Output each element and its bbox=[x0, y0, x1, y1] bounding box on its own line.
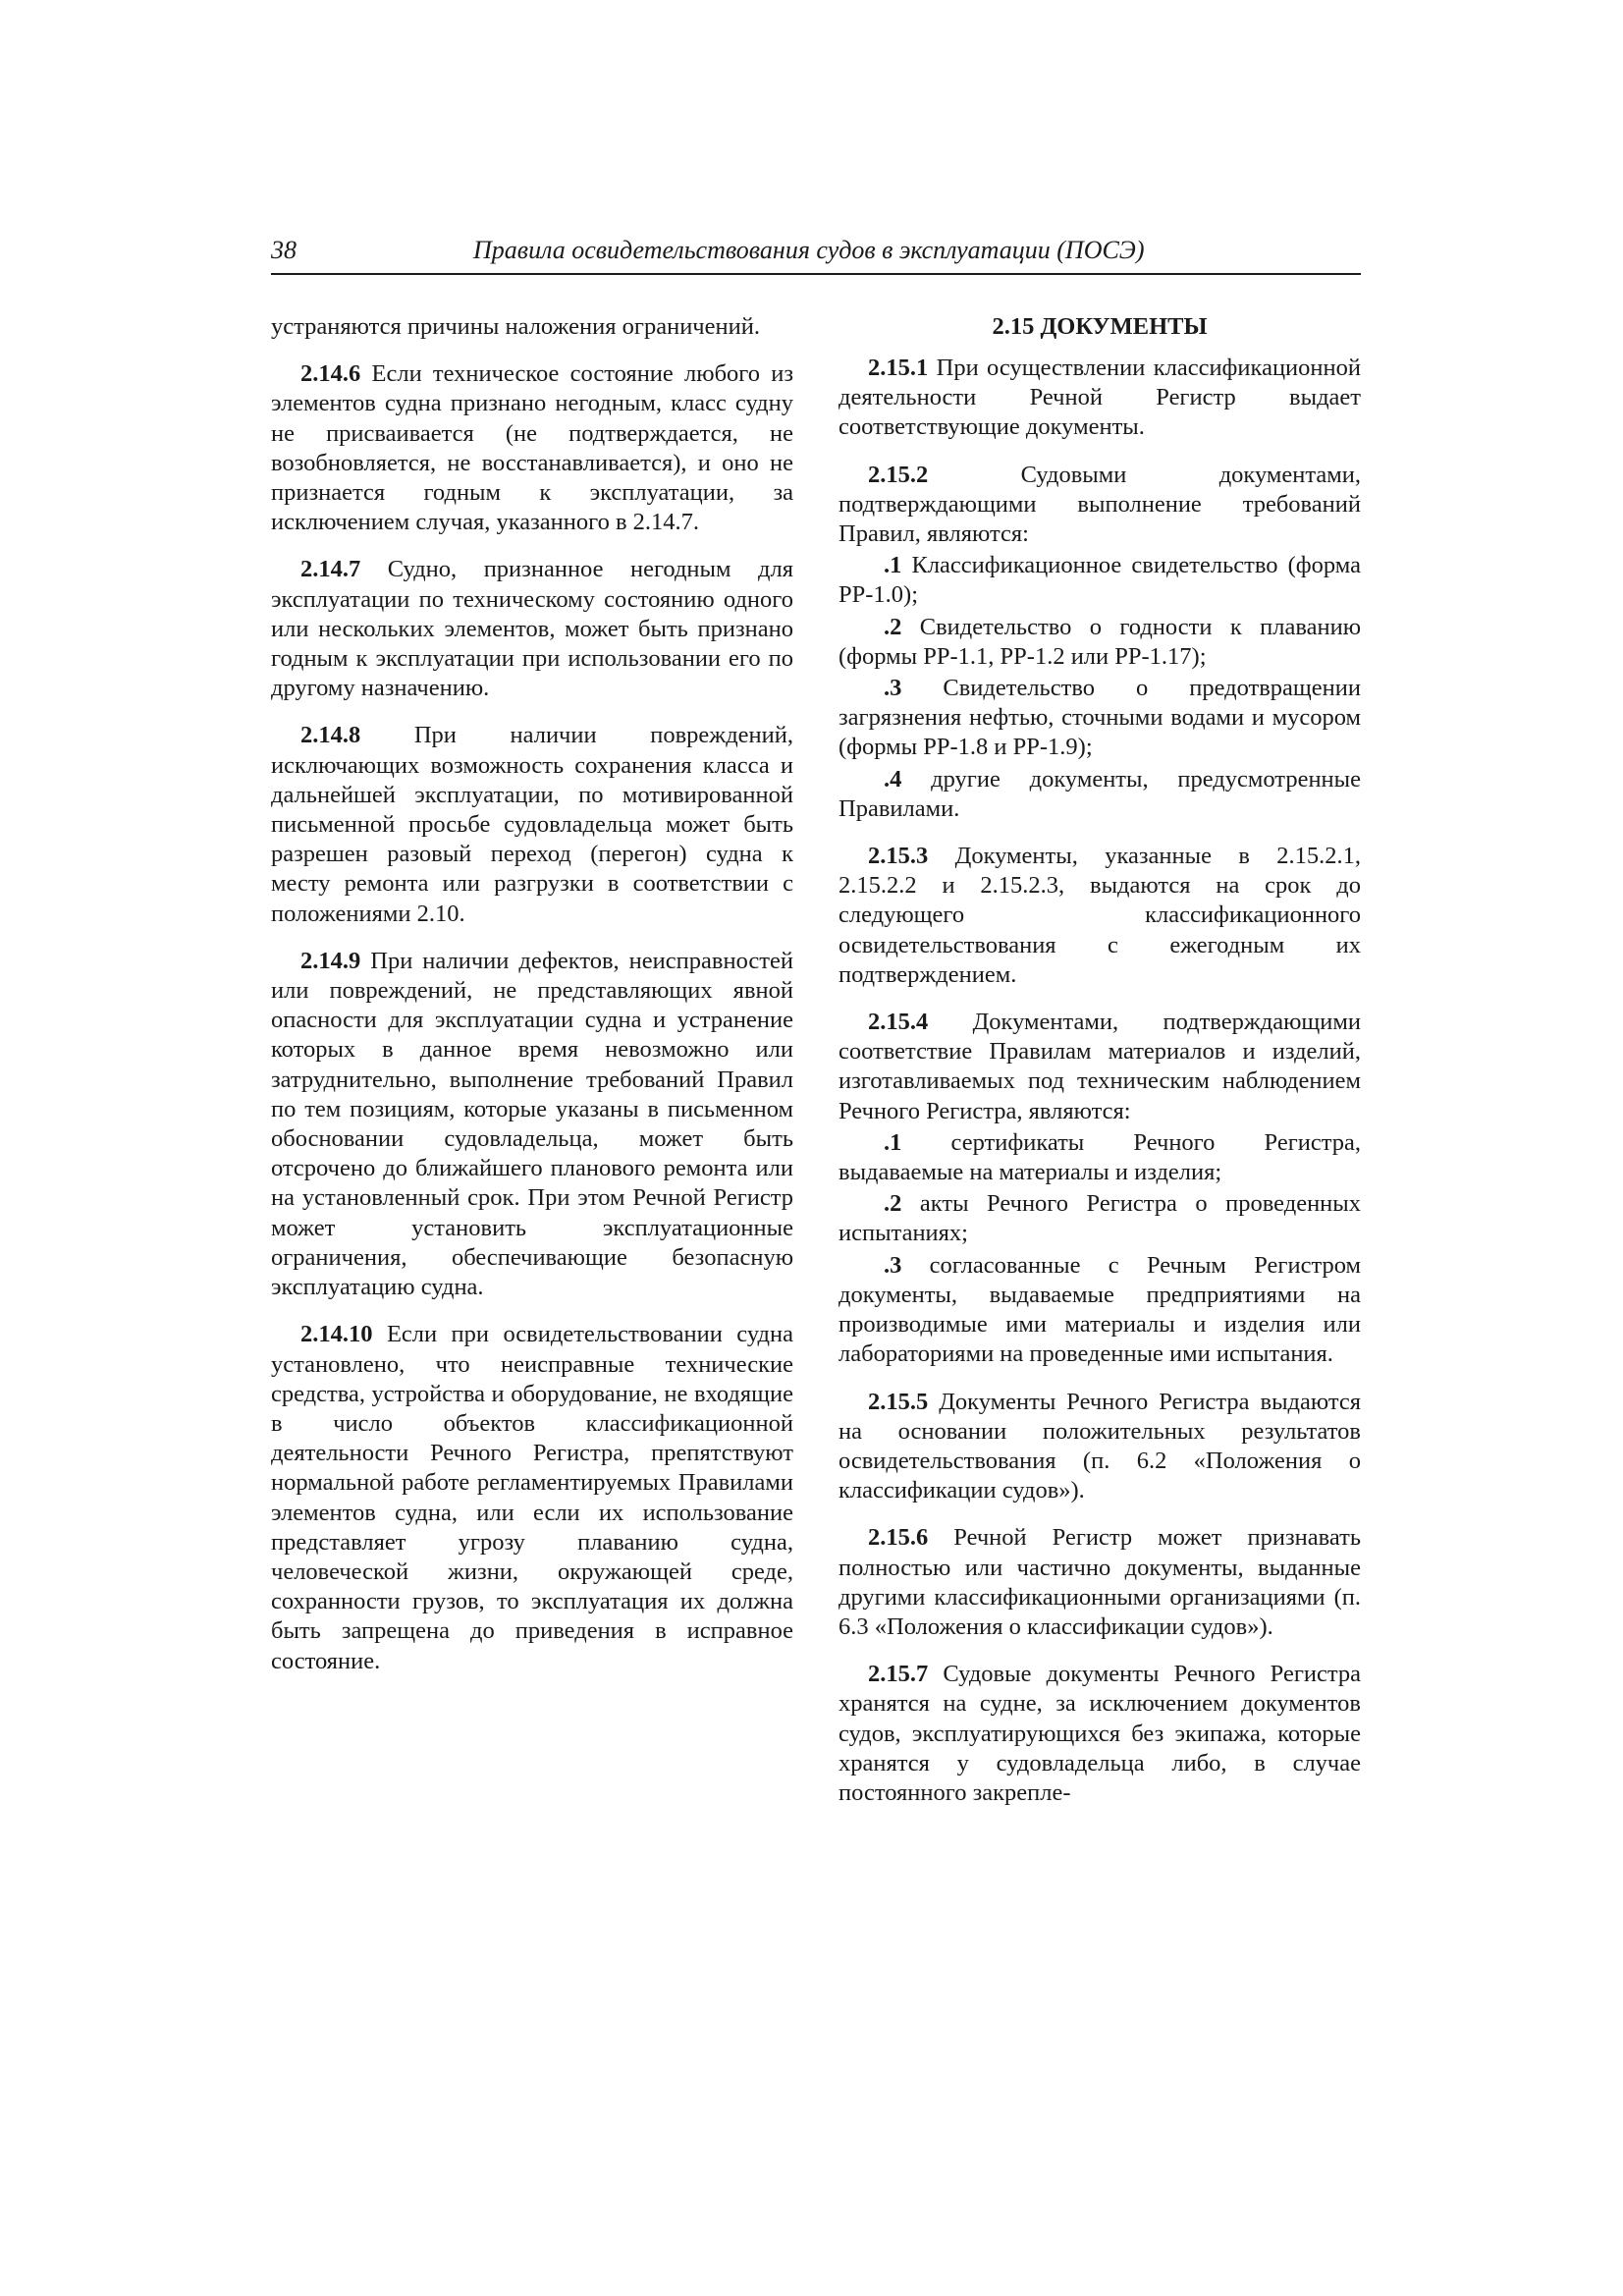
list-item: .4 другие документы, предусмотренные Правилами. bbox=[839, 765, 1361, 822]
paragraph-number: 2.14.7 bbox=[300, 556, 361, 583]
left-column bbox=[271, 312, 793, 1676]
paragraph-text: При осуществлении классификационной деятельности Речной Регистр выдает соответствующие документы. bbox=[839, 355, 1362, 441]
paragraph-text: При наличии дефектов, неисправностей или повреждений, не представляющих явной опасности для эксплуатации судна и устранение которых в данное время невозможно или затруднительно, выполнение требований Правил по тем позициям, которые указаны в письменном обосновании судовладельца, может быть отсрочено до ближайшего планового ремонта или на установленный срок. При этом Речной Регистр может установить эксплуатационные ограничения, обеспечивающие безопасную эксплуатацию судна. bbox=[271, 947, 793, 1301]
paragraph-text: Документами, подтверждающими соответствие Правилам материалов и изделий, изготавливаемых под техническим наблюдением Речного Регистра, являются: bbox=[839, 1009, 1361, 1124]
list-item: .2 Свидетельство о годности к плаванию (формы РР-1.1, РР-1.2 или РР-1.17); bbox=[839, 613, 1361, 670]
list-item: .3 Свидетельство о предотвращении загрязнения нефтью, сточными водами и мусором (формы РР-1.8 и РР-1.9); bbox=[839, 675, 1362, 761]
list-item: .2 акты Речного Регистра о проведенных испытаниях; bbox=[839, 1190, 1362, 1247]
right-column bbox=[839, 312, 1361, 1808]
paragraph-2-14-6 bbox=[271, 359, 793, 537]
paragraph-number: 2.14.10 bbox=[300, 1321, 373, 1348]
paragraph-number: 2.15.5 bbox=[868, 1388, 929, 1415]
paragraph-number: 2.15.2 bbox=[868, 461, 929, 488]
paragraph-2-15-2 bbox=[839, 461, 1361, 550]
paragraph-number: 2.15.4 bbox=[868, 1009, 929, 1036]
page-number: 38 bbox=[271, 236, 297, 264]
paragraph-text: При наличии повреждений, исключающих возможность сохранения класса и дальнейшей эксплуатации, по мотивированной письменной просьбе судовладельца может быть разрешен разовый переход (перегон) судна к месту ремонта или разгрузки в соответствии с положениями 2.10. bbox=[271, 722, 793, 927]
paragraph-number: 2.14.9 bbox=[300, 947, 361, 974]
paragraph-2-15-6 bbox=[839, 1523, 1361, 1642]
list-item: .3 согласованные с Речным Регистром документы, выдаваемые предприятиями на производимые ими материалы и изделия или лабораториями на проведенные ими испытания. bbox=[839, 1251, 1361, 1368]
list-item: .1 Классификационное свидетельство (форма РР-1.0); bbox=[839, 552, 1361, 609]
list-item: .1 сертификаты Речного Регистра, выдаваемые на материалы и изделия; bbox=[839, 1128, 1362, 1186]
paragraph-number: 2.15.3 bbox=[868, 843, 929, 870]
paragraph-2-15-4 bbox=[839, 1008, 1361, 1126]
paragraph-2-14-7 bbox=[271, 555, 793, 703]
paragraph-text: Судовые документы Речного Регистра хранятся на судне, за исключением документов судов, эксплуатирующихся без экипажа, которые хранятся у судовладельца либо, в случае постоянного закрепле- bbox=[839, 1661, 1361, 1806]
section-heading: 2.15 ДОКУМЕНТЫ bbox=[992, 313, 1208, 340]
paragraph-text: Если техническое состояние любого из элементов судна признано негодным, класс судну не присваивается (не подтверждается, не возобновляется, не восстанавливается), и оно не признается годным к эксплуатации, за исключением случая, указанного в 2.14.7. bbox=[271, 360, 793, 536]
paragraph-text: Судно, признанное негодным для эксплуатации по техническому состоянию одного или нескольких элементов, может быть признано годным к эксплуатации при использовании его по другому назначению. bbox=[271, 556, 793, 702]
running-title: Правила освидетельствования судов в эксплуатации (ПОСЭ) bbox=[473, 236, 1145, 264]
paragraph-continuation: устраняются причины наложения ограничений. bbox=[271, 313, 760, 340]
paragraph-2-15-1 bbox=[839, 354, 1361, 443]
paragraph-number: 2.14.8 bbox=[300, 722, 361, 749]
paragraph-number: 2.15.6 bbox=[868, 1524, 929, 1552]
page-header bbox=[271, 234, 1361, 275]
paragraph-text: Документы, указанные в 2.15.2.1, 2.15.2.2 и 2.15.2.3, выдаются на срок до следующего классификационного освидетельствования с ежегодным их подтверждением. bbox=[839, 843, 1361, 988]
paragraph-2-15-3 bbox=[839, 842, 1361, 990]
paragraph-2-14-9 bbox=[271, 947, 793, 1302]
paragraph-text: Судовыми документами, подтверждающими выполнение требований Правил, являются: bbox=[839, 461, 1362, 548]
paragraph-number: 2.15.7 bbox=[868, 1661, 929, 1688]
paragraph-2-15-5 bbox=[839, 1388, 1361, 1506]
paragraph-number: 2.14.6 bbox=[300, 360, 361, 388]
paragraph-2-15-7 bbox=[839, 1660, 1361, 1808]
paragraph-2-14-10 bbox=[271, 1320, 793, 1675]
paragraph-text: Речной Регистр может признавать полностью или частично документы, выданные другими классификационными организациями (п. 6.3 «Положения о классификации судов»). bbox=[839, 1524, 1361, 1640]
paragraph-2-14-8 bbox=[271, 721, 793, 928]
paragraph-number: 2.15.1 bbox=[868, 355, 929, 381]
paragraph-text: Документы Речного Регистра выдаются на основании положительных результатов освидетельствования (п. 6.2 «Положения о классификации судов»). bbox=[839, 1388, 1361, 1504]
paragraph-text: Если при освидетельствовании судна установлено, что неисправные технические средства, устройства и оборудование, не входящие в число объектов классификационной деятельности Речного Регистра, препятствуют нормальной работе регламентируемых Правилами элементов судна, или если их использование представляет угрозу плаванию судна, человеческой жизни, окружающей среде, сохранности грузов, то эксплуатация их должна быть запрещена до приведения в исправное состояние. bbox=[271, 1321, 794, 1674]
